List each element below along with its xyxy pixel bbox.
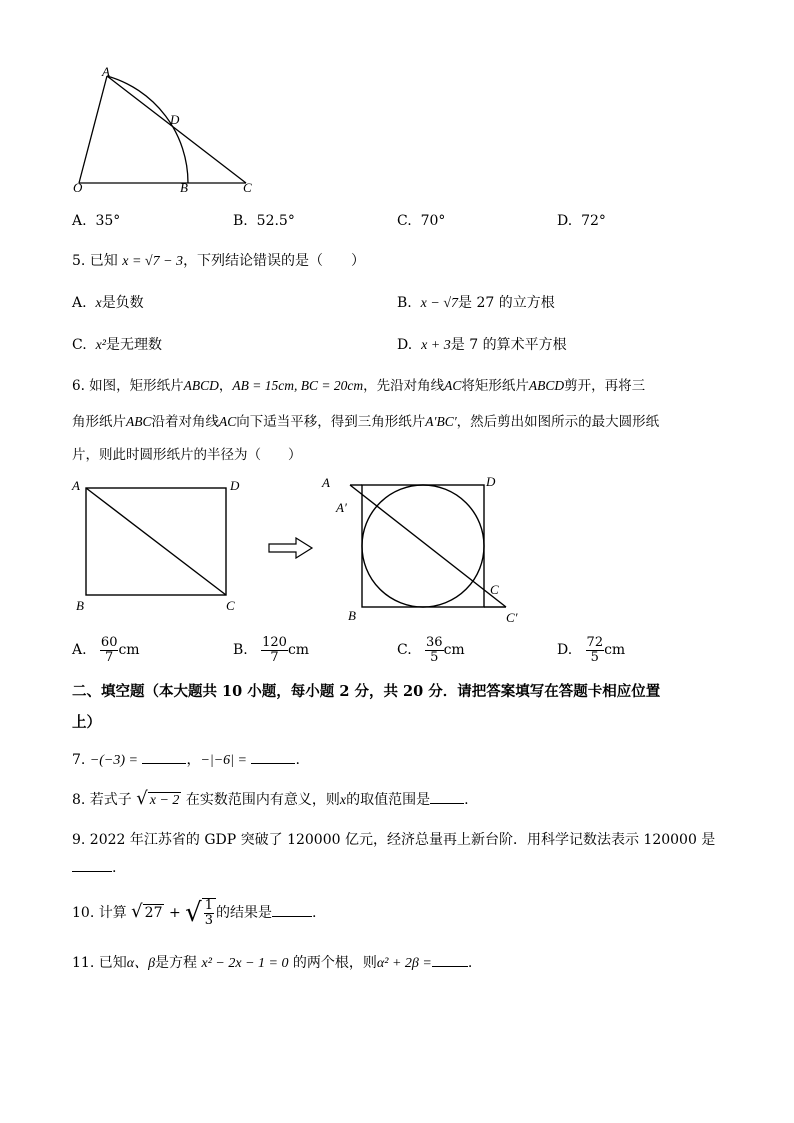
q11-equation: x² − 2x − 1 = 0 (201, 956, 289, 971)
text: 剪开，再将三 (564, 378, 646, 394)
q5-stem-suffix: ，下列结论错误的是（ ） (183, 253, 366, 269)
q11-expr: α² + 2β = (376, 956, 432, 971)
q6-right-label-c-prime: C′ (506, 610, 518, 625)
q4-option-d[interactable] (557, 213, 606, 229)
denominator: 5 (430, 649, 439, 665)
answer-blank[interactable] (432, 966, 468, 967)
section-heading-cont: 上） (72, 714, 101, 731)
text: 6. 如图，矩形纸片 (72, 378, 184, 394)
option-text: 52.5° (256, 213, 295, 229)
option-key: C. (72, 337, 87, 353)
option-fraction (425, 636, 444, 664)
option-text: 35° (95, 213, 121, 229)
numerator: 36 (426, 635, 443, 650)
q8-prefix: 8. 若式子 (72, 792, 132, 808)
q8-end: . (464, 792, 469, 808)
q8 (72, 788, 469, 809)
q7-end: . (295, 752, 300, 768)
q6-option-b[interactable] (233, 636, 309, 664)
q4-label-b: B (180, 180, 188, 195)
option-key: C. (397, 213, 412, 229)
q6-option-a[interactable] (72, 636, 140, 664)
option-text: 是 27 的立方根 (458, 295, 555, 311)
q11 (72, 952, 472, 972)
q5-stem-prefix: 5. 已知 (72, 253, 118, 269)
text: ，先沿对角线 (363, 378, 445, 394)
sqrt-sign-icon: √ (131, 901, 143, 922)
q11-end: . (467, 955, 473, 971)
math: AB = 15cm, BC = 20cm (232, 378, 364, 393)
numerator: 120 (262, 635, 287, 650)
answer-blank[interactable] (430, 803, 464, 804)
q5-option-d[interactable] (397, 334, 567, 354)
q10-suffix: 的结果是 (215, 905, 272, 921)
text: 角形纸片 (72, 414, 126, 430)
q6-left-label-a: A (72, 478, 80, 493)
sqrt-sign-icon: √ (185, 898, 202, 928)
q5-stem (72, 250, 365, 270)
q11-mid2: 的两个根，则 (292, 955, 377, 971)
q4-label-d: D (170, 112, 180, 127)
q6-option-d[interactable] (557, 636, 625, 664)
option-key: D. (397, 337, 413, 353)
q6-left-figure (68, 472, 248, 620)
numerator: 60 (100, 635, 118, 650)
denominator: 7 (270, 649, 279, 665)
option-key: D. (557, 642, 573, 659)
q6-stem-line3: 片，则此时圆形纸片的半径为（ ） (72, 447, 302, 463)
q7-expr2: −|−6| = (200, 753, 247, 768)
option-text: 是 7 的算术平方根 (450, 337, 567, 353)
q6-right-label-b: B (348, 608, 356, 623)
math: AC (219, 414, 237, 429)
q6-left-label-c: C (226, 598, 235, 613)
q7-expr1: −(−3) = (89, 753, 138, 768)
q8-mid: 在实数范围内有意义，则 (185, 792, 340, 808)
option-key: B. (233, 213, 248, 229)
option-fraction (261, 636, 288, 664)
numerator: 1 (204, 898, 213, 914)
q6-option-c[interactable] (397, 636, 465, 664)
q6-right-label-d: D (486, 474, 496, 489)
math: ABCD (183, 378, 219, 393)
option-fraction (100, 636, 119, 664)
q11-prefix: 11. 已知 (72, 955, 127, 971)
q5-expr: x = √7 − 3 (122, 254, 184, 269)
q7-number: 7. (72, 752, 86, 768)
option-key: A. (72, 213, 87, 229)
q5-option-b[interactable] (397, 292, 555, 312)
q6-left-label-b: B (76, 598, 84, 613)
q4-label-c: C (243, 180, 252, 195)
text: 沿着对角线 (151, 414, 219, 430)
option-fraction (586, 636, 605, 664)
option-unit: cm (443, 642, 465, 659)
q6-right-figure (318, 470, 528, 630)
q10-prefix: 10. 计算 (72, 905, 127, 921)
denominator: 5 (590, 649, 599, 665)
text: 向下适当平移，得到三角形纸片 (236, 414, 426, 430)
right-arrow-icon (268, 537, 314, 559)
q11-vars: α、β (126, 956, 156, 971)
option-text: 是无理数 (106, 337, 162, 353)
q10-radicand: 27 (144, 905, 163, 921)
option-key: A. (72, 642, 87, 659)
q7 (72, 749, 300, 769)
denominator: 7 (105, 649, 114, 665)
q6-right-label-a: A (322, 475, 330, 490)
text: ， (218, 378, 233, 394)
q6-stem-line2 (72, 410, 659, 430)
answer-blank[interactable] (272, 916, 312, 917)
q9-line2 (72, 860, 116, 876)
option-unit: cm (287, 642, 310, 659)
math: A′BC′ (425, 414, 457, 429)
option-math: x (95, 296, 102, 311)
math: ABCD (528, 378, 565, 393)
q10-fraction (202, 898, 216, 927)
q6-right-label-a-prime: A′ (336, 500, 347, 515)
option-key: B. (233, 642, 248, 659)
option-key: D. (557, 213, 573, 229)
q6-right-label-c: C (490, 582, 499, 597)
text: 将矩形纸片 (461, 378, 529, 394)
q6-left-label-d: D (230, 478, 240, 493)
option-unit: cm (604, 642, 626, 659)
q10-plus: + (168, 905, 181, 921)
q4-figure (70, 64, 270, 196)
q4-option-c[interactable] (397, 213, 445, 229)
q8-suffix: 的取值范围是 (346, 792, 431, 808)
answer-blank[interactable] (251, 763, 295, 764)
q5-option-c[interactable] (72, 334, 162, 354)
q6-stem-line1 (72, 374, 645, 394)
option-math: x² (95, 338, 106, 353)
q5-option-a[interactable] (72, 292, 144, 312)
text: ，然后剪出如图所示的最大圆形纸 (456, 414, 660, 430)
answer-blank[interactable] (72, 871, 112, 872)
option-key: A. (72, 295, 87, 311)
sqrt-sign-icon: √ (136, 788, 148, 809)
q9-line1: 9. 2022 年江苏省的 GDP 突破了 120000 亿元，经济总量再上新台阶．用科学记数法表示 120000 是 (72, 832, 716, 848)
q10 (72, 898, 316, 928)
numerator: 72 (586, 635, 604, 650)
option-key: C. (397, 642, 412, 659)
option-unit: cm (118, 642, 140, 659)
q4-label-a: A (102, 64, 110, 79)
option-text: 72° (581, 213, 606, 229)
option-math: x − √7 (420, 296, 459, 311)
answer-blank[interactable] (142, 763, 186, 764)
q8-var: x (339, 793, 347, 808)
option-math: x + 3 (421, 338, 451, 353)
q11-mid: 是方程 (155, 955, 198, 971)
option-text: 70° (420, 213, 446, 229)
option-key: B. (397, 295, 412, 311)
denominator: 3 (204, 913, 213, 928)
math: AC (444, 378, 462, 393)
option-text: 是负数 (101, 295, 144, 311)
q7-sep: ， (186, 752, 201, 768)
q4-label-o: O (73, 180, 83, 195)
q10-end: . (311, 905, 317, 921)
q4-option-a[interactable] (72, 213, 120, 229)
section-heading: 二、填空题（本大题共 10 小题，每小题 2 分，共 20 分．请把答案填写在答题卡相应位置 (72, 683, 661, 700)
math: ABC (126, 414, 152, 429)
q9-end: . (112, 860, 117, 876)
q4-option-b[interactable] (233, 213, 295, 229)
q8-radicand: x − 2 (149, 793, 180, 808)
